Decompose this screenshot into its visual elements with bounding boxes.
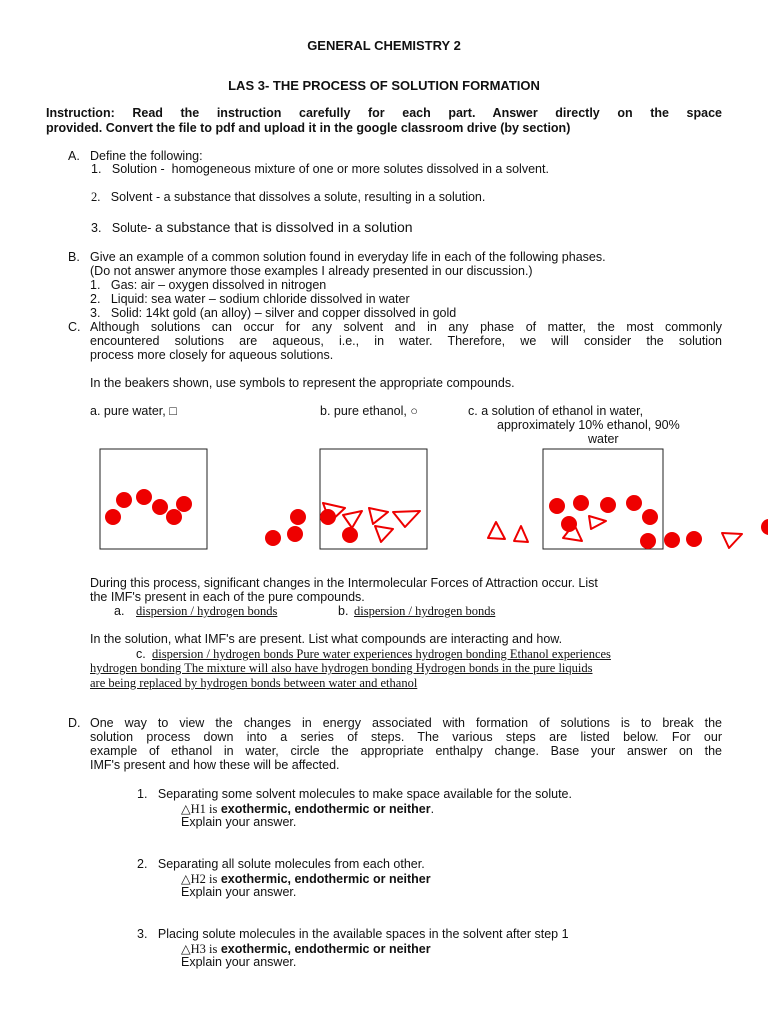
water-molecule-dot xyxy=(626,495,642,511)
las-title: LAS 3- THE PROCESS OF SOLUTION FORMATION xyxy=(228,78,540,93)
answer-c-label: c. xyxy=(136,647,146,661)
instruction-line-2: provided. Convert the file to pdf and upload it in the google classroom drive (by section) xyxy=(46,121,571,135)
beaker-c-label-line-3: water xyxy=(588,432,619,446)
water-molecule-dot xyxy=(152,499,168,515)
part-b-item-3 xyxy=(90,306,456,320)
water-molecule-dot xyxy=(176,496,192,512)
part-d-line-1: One way to view the changes in energy associated with formation of solutions is to break the xyxy=(90,716,722,730)
part-a-item-3 xyxy=(91,219,413,235)
ethanol-molecule-triangle xyxy=(563,524,582,541)
part-c-marker: C. xyxy=(68,320,81,334)
step-3-explain: Explain your answer. xyxy=(181,955,297,969)
step-2-explain: Explain your answer. xyxy=(181,885,297,899)
step-1-explain: Explain your answer. xyxy=(181,815,297,829)
water-molecule-dot xyxy=(573,495,589,511)
water-molecule-dot xyxy=(166,509,182,525)
term: Solvent - xyxy=(110,190,161,204)
ethanol-molecule-triangle xyxy=(375,526,393,542)
part-b-line-2: (Do not answer anymore those examples I already presented in our discussion.) xyxy=(90,264,533,278)
part-a-item-1 xyxy=(91,162,549,176)
term: Solution - xyxy=(111,162,165,176)
course-title: GENERAL CHEMISTRY 2 xyxy=(307,38,461,53)
part-b-line-1: Give an example of a common solution found in everyday life in each of the following phases. xyxy=(90,250,606,264)
ethanol-molecule-triangle xyxy=(393,511,420,527)
water-molecule-dot xyxy=(265,530,281,546)
step-number: 1. xyxy=(137,787,148,801)
period: . xyxy=(430,802,435,816)
water-molecule-dot xyxy=(549,498,565,514)
item-number: 3. xyxy=(90,306,101,320)
beaker-a-label: a. pure water, □ xyxy=(90,404,177,418)
imf-line-2: the IMF's present in each of the pure compounds. xyxy=(90,590,365,604)
beaker-c xyxy=(543,449,663,549)
step-text: Placing solute molecules in the available spaces in the solvent after step 1 xyxy=(157,927,569,941)
answer-b-label: b. xyxy=(338,604,349,618)
part-a-marker: A. xyxy=(68,149,80,163)
part-d-marker: D. xyxy=(68,716,81,730)
part-c-line-1: Although solutions can occur for any solvent and in any phase of matter, the most commonly xyxy=(90,320,722,334)
item-text: Gas: air – oxygen dissolved in nitrogen xyxy=(110,278,327,292)
ethanol-molecule-triangle xyxy=(589,516,606,529)
water-molecule-dot xyxy=(342,527,358,543)
definition: homogeneous mixture of one or more solutes dissolved in a solvent. xyxy=(171,162,549,176)
answer-a[interactable]: dispersion / hydrogen bonds xyxy=(136,604,278,618)
item-text: Solid: 14kt gold (an alloy) – silver and copper dissolved in gold xyxy=(110,306,457,320)
part-d-line-4: IMF's present and how these will be affected. xyxy=(90,758,340,772)
beaker-instruction: In the beakers shown, use symbols to represent the appropriate compounds. xyxy=(90,376,515,390)
definition: a substance that dissolves a solute, resulting in a solution. xyxy=(163,190,486,204)
part-c-line-2: encountered solutions are aqueous, i.e., in water. Therefore, we will consider the solution xyxy=(90,334,722,348)
instruction-line-1: Instruction: Read the instruction carefully for each part. Answer directly on the space xyxy=(46,106,722,120)
step-text: Separating some solvent molecules to make space available for the solute. xyxy=(157,787,572,801)
answer-c-line-1[interactable]: dispersion / hydrogen bonds Pure water experiences hydrogen bonding Ethanol experiences xyxy=(152,647,611,661)
step-1 xyxy=(137,787,572,801)
water-molecule-dot xyxy=(761,519,768,535)
beaker-c-label-line-2: approximately 10% ethanol, 90% xyxy=(497,418,680,432)
beaker-c-label-line-1: c. a solution of ethanol in water, xyxy=(468,404,644,418)
water-molecule-dot xyxy=(561,516,577,532)
imf-line-1: During this process, significant changes in the Intermolecular Forces of Attraction occur. List xyxy=(90,576,598,590)
answer-c-line-2[interactable]: hydrogen bonding The mixture will also have hydrogen bonding Hydrogen bonds in the pure liquids xyxy=(90,661,593,675)
ethanol-molecule-triangle xyxy=(514,526,528,542)
ethanol-molecule-triangle xyxy=(369,508,388,524)
item-number: 1. xyxy=(90,278,101,292)
water-molecule-dot xyxy=(116,492,132,508)
water-molecule-dot xyxy=(664,532,680,548)
step-number: 2. xyxy=(137,857,148,871)
part-b-item-2 xyxy=(90,292,410,306)
water-molecule-dot xyxy=(640,533,656,549)
item-number: 3. xyxy=(91,221,102,235)
part-b-item-1 xyxy=(90,278,326,292)
item-text: Liquid: sea water – sodium chloride dissolved in water xyxy=(110,292,410,306)
part-c-line-3: process more closely for aqueous solutions. xyxy=(90,348,334,362)
water-molecule-dot xyxy=(290,509,306,525)
water-molecule-dot xyxy=(136,489,152,505)
item-number: 2. xyxy=(91,190,101,204)
water-molecule-dot xyxy=(287,526,303,542)
ethanol-molecule-triangle xyxy=(323,503,345,522)
beaker-b xyxy=(320,449,427,549)
definition: a substance that is dissolved in a solution xyxy=(154,219,413,235)
item-number: 2. xyxy=(90,292,101,306)
molecules xyxy=(105,489,768,549)
delta-h2: △H2 is xyxy=(181,872,218,886)
water-molecule-dot xyxy=(105,509,121,525)
water-molecule-dot xyxy=(320,509,336,525)
water-molecule-dot xyxy=(642,509,658,525)
answer-a-label: a. xyxy=(114,604,125,618)
delta-h3: △H3 is xyxy=(181,942,218,956)
ethanol-molecule-triangle xyxy=(343,511,362,528)
part-a-prompt: Define the following: xyxy=(90,149,203,163)
step-text: Separating all solute molecules from each other. xyxy=(157,857,425,871)
answer-c-line-3[interactable]: are being replaced by hydrogen bonds between water and ethanol xyxy=(90,676,418,690)
delta-h1: △H1 is xyxy=(181,802,218,816)
beaker-b-label: b. pure ethanol, ○ xyxy=(320,404,418,418)
step-number: 3. xyxy=(137,927,148,941)
step-2 xyxy=(137,857,425,871)
water-molecule-dot xyxy=(686,531,702,547)
enthalpy-options[interactable]: exothermic, endothermic or neither xyxy=(220,942,431,956)
part-b-marker: B. xyxy=(68,250,80,264)
part-d-line-2: solution process down into a series of steps. The various steps are listed below. For our xyxy=(90,730,722,744)
step-3 xyxy=(137,927,569,941)
enthalpy-options[interactable]: exothermic, endothermic or neither xyxy=(220,802,431,816)
part-a-item-2 xyxy=(91,190,485,205)
water-molecule-dot xyxy=(600,497,616,513)
enthalpy-options[interactable]: exothermic, endothermic or neither xyxy=(220,872,431,886)
solution-prompt: In the solution, what IMF's are present. List what compounds are interacting and how. xyxy=(90,632,563,646)
part-d-line-3: example of ethanol in water, circle the appropriate enthalpy change. Base your answer on the xyxy=(90,744,722,758)
ethanol-molecule-triangle xyxy=(488,522,505,539)
beaker-a xyxy=(100,449,207,549)
answer-b[interactable]: dispersion / hydrogen bonds xyxy=(354,604,496,618)
item-number: 1. xyxy=(91,162,102,176)
term: Solute- xyxy=(111,221,152,235)
ethanol-molecule-triangle xyxy=(722,533,742,548)
